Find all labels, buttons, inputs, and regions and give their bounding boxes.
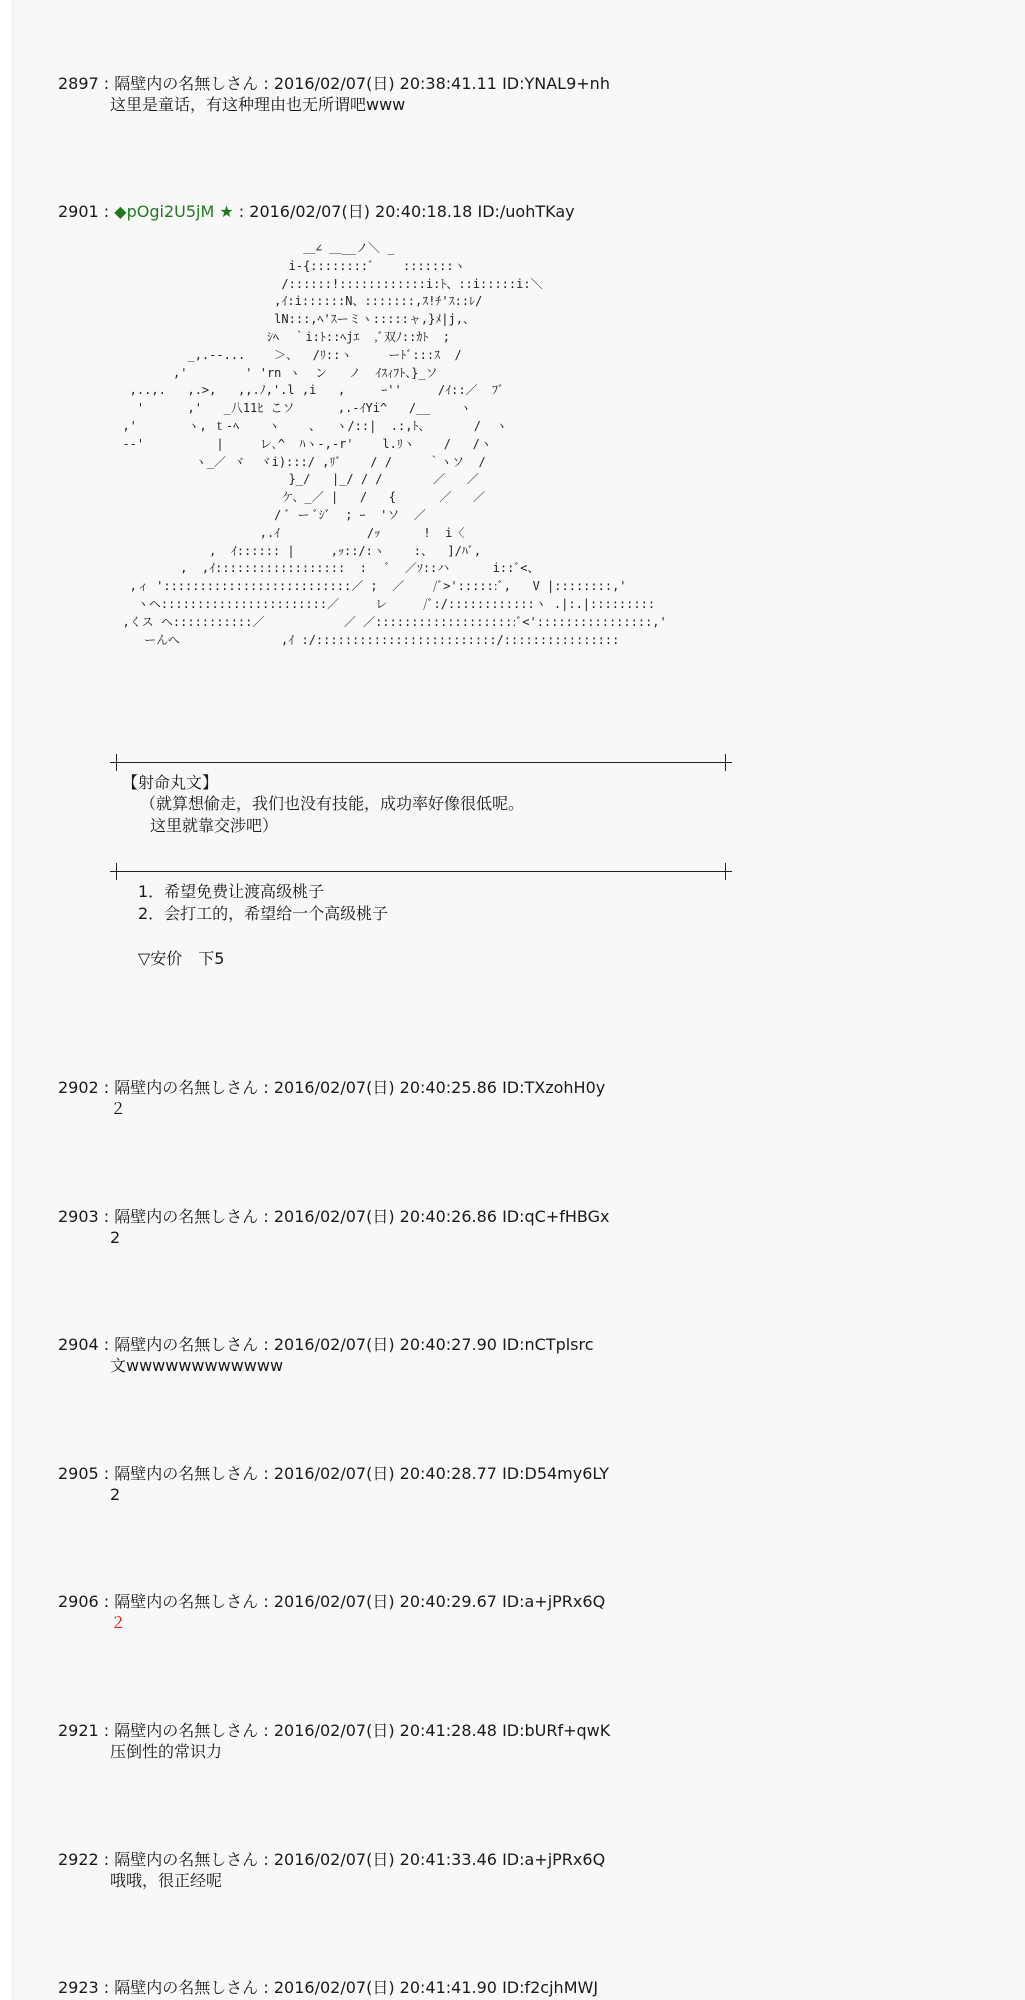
post-number: 2902: [58, 1078, 99, 1097]
poster-name: 隔壁内の名無しさん: [114, 1978, 259, 1997]
post-header: 2901 : ◆pOgi2U5jM ★ : 2016/02/07(日) 20:40:18.18 ID:/uohTKay: [58, 202, 575, 221]
post-date: 2016/02/07(日) 20:41:33.46: [273, 1850, 497, 1869]
poster-name: 隔壁内の名無しさん: [114, 1464, 259, 1483]
poster-id: ID:/uohTKay: [477, 202, 575, 221]
post-2921: [58, 1721, 958, 1762]
divider-line: [116, 762, 726, 763]
post-body: 2: [110, 1485, 121, 1504]
poster-id: ID:nCTplsrc: [502, 1335, 594, 1354]
post-body: 2: [110, 1228, 121, 1247]
post-number: 2921: [58, 1721, 99, 1740]
post-number: 2901: [58, 202, 99, 221]
post-2901: [58, 202, 958, 222]
poster-name: 隔壁内の名無しさん: [114, 1850, 259, 1869]
poster-tripcode: ◆pOgi2U5jM: [114, 202, 215, 221]
poster-name: 隔壁内の名無しさん: [114, 74, 259, 93]
poster-id: ID:TXzohH0y: [502, 1078, 606, 1097]
post-body: ２: [110, 1613, 127, 1632]
poster-name: 隔壁内の名無しさん: [114, 1207, 259, 1226]
post-2922: [58, 1850, 958, 1891]
poster-name: 隔壁内の名無しさん: [114, 1592, 259, 1611]
poster-name: 隔壁内の名無しさん: [114, 1721, 259, 1740]
post-2902: [58, 1078, 958, 1119]
post-number: 2897: [58, 74, 99, 93]
rp-line: （就算想偷走，我们也没有技能，成功率好像很低呢。: [140, 794, 525, 813]
post-number: 2923: [58, 1978, 99, 1997]
post-date: 2016/02/07(日) 20:41:28.48: [273, 1721, 497, 1740]
poster-id: ID:a+jPRx6Q: [502, 1592, 606, 1611]
poster-id: ID:D54my6LY: [502, 1464, 609, 1483]
post-2905: [58, 1464, 958, 1505]
post-body: 这里是童话，有这种理由也无所谓吧www: [110, 95, 406, 114]
post-date: 2016/02/07(日) 20:40:26.86: [273, 1207, 497, 1226]
choice-item: 1．希望免费让渡高级桃子: [138, 882, 325, 901]
post-date: 2016/02/07(日) 20:38:41.11: [273, 74, 497, 93]
post-2923: [58, 1978, 958, 1998]
post-header: 2897 : 隔壁内の名無しさん : 2016/02/07(日) 20:38:41.11 ID:YNAL9+nh: [58, 74, 610, 93]
poster-name: 隔壁内の名無しさん: [114, 1078, 259, 1097]
post-header: 2922 : 隔壁内の名無しさん : 2016/02/07(日) 20:41:33.46 ID:a+jPRx6Q: [58, 1850, 606, 1869]
post-header: 2903 : 隔壁内の名無しさん : 2016/02/07(日) 20:40:26.86 ID:qC+fHBGx: [58, 1207, 610, 1226]
post-header: 2921 : 隔壁内の名無しさん : 2016/02/07(日) 20:41:28.48 ID:bURf+qwK: [58, 1721, 611, 1740]
poster-name: 隔壁内の名無しさん: [114, 1335, 259, 1354]
post-body: 哦哦，很正经呢: [110, 1871, 223, 1890]
post-number: 2904: [58, 1335, 99, 1354]
post-date: 2016/02/07(日) 20:41:41.90: [273, 1978, 497, 1997]
post-2903: [58, 1207, 958, 1248]
post-number: 2905: [58, 1464, 99, 1483]
post-date: 2016/02/07(日) 20:40:28.77: [273, 1464, 497, 1483]
ascii-art: ＿∠ ＿__ノ＼ _ i-{::::::::ﾞ :::::::ヽ /::::::!::::::::::::i:ﾄ、::i:::::i:＼ ,ｲ:i::::::N、:::::::,ｽ!ﾁ'ｽ::ﾚ/ lN:::,ﾍ'ｽーミヽ:::::ャ,}ﾒ|j,、 ｼﾍ ｀i:ﾄ::ﾍjｴ ,ﾞ双ﾉ::ｶﾄ ; _,.-‐... ＞、 /ﾘ::ヽ ーﾄﾞ:::ｽ / ,' ' 'rn ヽ ン ノ ｲｽｨﾌﾄ、}_ソ ,..,. ,.>, ,,.ﾉ,'.l ,i , ｰ'' /ｲ::／ ﾌﾞ ' ,' _八11ﾋ こソ ,.-ｲYi^ /__ ヽ ,' ヽ, ｔ-ﾍ ヽ 、 ヽ/::| .:,ﾄ、 / ヽ ‐‐' | レ､^ ﾊヽ-,-r' l.ﾘヽ / /ヽ ヽ_／ ヾ ヾi):::/ ,ﾘﾞ / / ｀ヽソ / }_/ |_/ / / ／ ／ ケ、_／ | / { ／ ／ / ﾞ ー ﾞｼﾞ ; ｰ 'ソ ／ ,.ｲ /ｯ ! i〈 , ｲ:::::: | ,ｯ::/:ヽ :、 ]/ﾊﾞ, , ,ｲ:::::::::::::::::: : ﾞ ／ｿ::ハ ,ィ '::::::::::::::::::::::::::／ ; ／ /ﾞ>'::::::ﾞ, ヽヘ:::::::::::::::::::::::／ レ /ﾞ:/::::::::::::ヽ ,くス ヘ:::::::::::／ ／ ーんへ ,ｲ :/:::::::::::::::::::::::::/::::::::::::::::: [122, 241, 620, 647]
poster-id: ID:bURf+qwK: [502, 1721, 611, 1740]
post-date: 2016/02/07(日) 20:40:18.18: [249, 202, 473, 221]
choice-item: 2．会打工的，希望给一个高级桃子: [138, 904, 389, 923]
post-2897: [58, 74, 958, 115]
star-icon: ★: [219, 202, 234, 221]
poster-id: ID:f2cjhMWJ: [502, 1978, 599, 1997]
post-number: 2906: [58, 1592, 99, 1611]
divider-line: [116, 871, 726, 872]
vote-instruction: ▽安价 下5: [138, 949, 225, 968]
poster-id: ID:YNAL9+nh: [502, 74, 610, 93]
post-date: 2016/02/07(日) 20:40:25.86: [273, 1078, 497, 1097]
poster-id: ID:a+jPRx6Q: [502, 1850, 606, 1869]
post-body: 文wwwwwwwwwwww: [110, 1356, 284, 1375]
post-header: 2902 : 隔壁内の名無しさん : 2016/02/07(日) 20:40:25.86 ID:TXzohH0y: [58, 1078, 606, 1097]
rp-line: 这里就靠交涉吧）: [150, 816, 279, 835]
post-date: 2016/02/07(日) 20:40:29.67: [273, 1592, 497, 1611]
post-2906: [58, 1592, 958, 1633]
post-header: 2904 : 隔壁内の名無しさん : 2016/02/07(日) 20:40:27.90 ID:nCTplsrc: [58, 1335, 594, 1354]
post-date: 2016/02/07(日) 20:40:27.90: [273, 1335, 497, 1354]
post-header: 2923 : 隔壁内の名無しさん : 2016/02/07(日) 20:41:41.90 ID:f2cjhMWJ: [58, 1978, 599, 1997]
poster-id: ID:qC+fHBGx: [502, 1207, 610, 1226]
post-header: 2906 : 隔壁内の名無しさん : 2016/02/07(日) 20:40:29.67 ID:a+jPRx6Q: [58, 1592, 606, 1611]
post-body: ２: [110, 1099, 127, 1118]
post-2904: [58, 1335, 958, 1376]
post-number: 2903: [58, 1207, 99, 1226]
post-body: 压倒性的常识力: [110, 1742, 223, 1761]
post-number: 2922: [58, 1850, 99, 1869]
rp-speaker: 【射命丸文】: [122, 773, 219, 792]
post-header: 2905 : 隔壁内の名無しさん : 2016/02/07(日) 20:40:28.77 ID:D54my6LY: [58, 1464, 609, 1483]
